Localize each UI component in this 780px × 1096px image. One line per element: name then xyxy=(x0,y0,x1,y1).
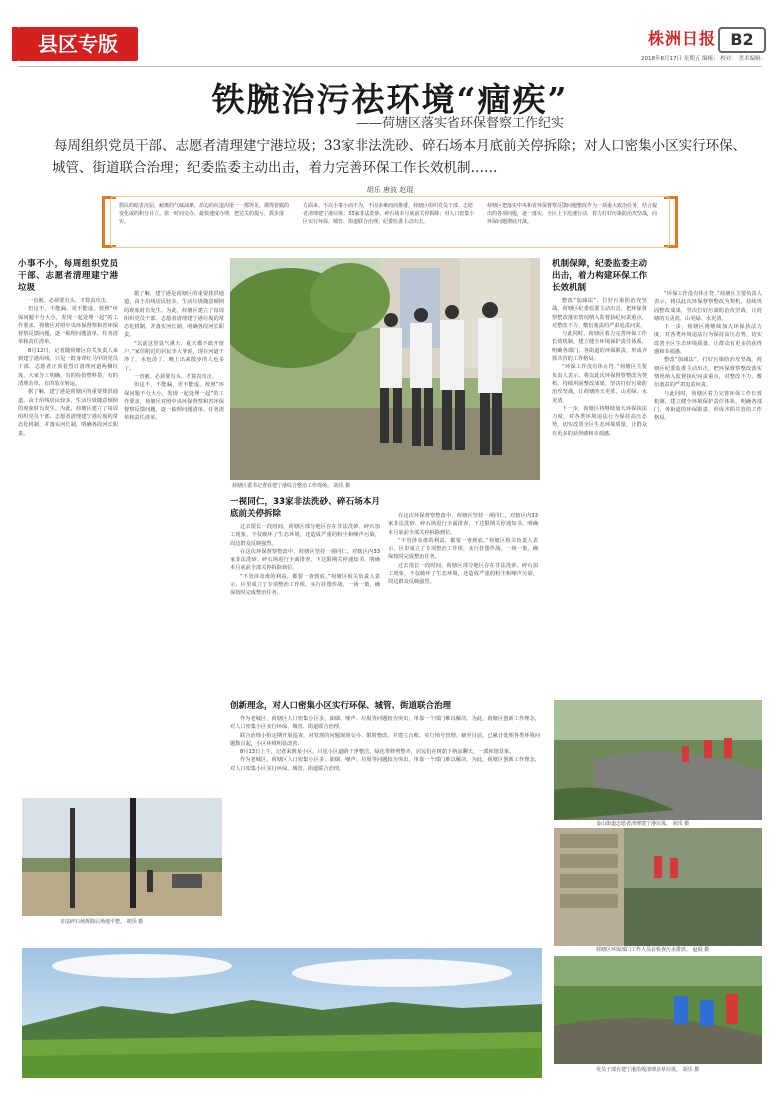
volunteers-cleaning-image xyxy=(554,700,762,820)
right-photo-3-caption: 党员干部在建宁港沿线清理杂草垃圾。 胡乐 摄 xyxy=(596,1067,700,1073)
article-paragraph: 一直被。必须要有头、才算真攻击。 xyxy=(28,298,112,304)
main-photo xyxy=(230,258,540,480)
article-paragraph: 在这次环保督察整改中，荷塘区坚持一视同仁，对辖区内33家非法洗砂、碎石场进行全面排查，下达限期关停通知书，明确本月底前全部关停拆除到位。 xyxy=(230,548,380,572)
article-paragraph: 一直被。必须要有头、才算真攻击。 xyxy=(134,373,218,380)
newspaper-name: 株洲日报 xyxy=(647,29,716,48)
intro-col-3: 荷塘区把落实中央和省环保督察反馈问题整改作为一项重大政治任务，结合提出的各项问题，逐一落实，全区上下迅速行动，着力打好污染防治攻坚战，向环保问题彻底开战。 xyxy=(487,203,658,225)
article-paragraph: 作为老城区，荷塘区人口密集小区多，油烟、噪声、垃圾等问题较为突出，单靠一个部门难以解决。为此，荷塘区创新工作理念，对人口密集小区实行环保、城管、街道联合治理。 xyxy=(230,757,540,772)
right-column-b xyxy=(654,290,762,698)
intro-box xyxy=(110,196,670,248)
article-paragraph: 下一步，荷塘区将继续加大环保执法力度，对各类环境违法行为保持高压态势，切实改善全区生态环境质量，让群众有更多的获得感和幸福感。 xyxy=(552,405,647,437)
river-inspection-image xyxy=(554,828,762,946)
article-paragraph: 据了解，建宁港是荷塘区的重要排洪通道，由于沿线居民较多，生活垃圾随意倾倒的现象时有发生。为此，荷塘区建立了每周组织党员干部、志愿者清理建宁港垃圾的常态化机制，并落实河长制，明确各段河长职责。 xyxy=(124,291,224,339)
right-column-heading: 机制保障，纪委监委主动出击，着力构建环保工作长效机制 xyxy=(552,259,647,293)
officials-inspection-image xyxy=(230,258,540,480)
subheadline: ——荷塘区落实省环保督察工作纪实 xyxy=(355,116,564,131)
article-paragraph: 与此同时，荷塘区着力完善环保工作长效机制，建立健全环境保护责任体系，明确各部门、各街道的环保职责，形成齐抓共管的工作格局。 xyxy=(552,331,647,363)
site-cleared-image xyxy=(22,798,222,916)
right-column-a xyxy=(552,258,647,698)
article-paragraph: “环保工作没有休止符。”荷塘区主要负责人表示，将以此次环保督察整改为契机，持续巩固整改成果，坚决打好污染防治攻坚战，让荷塘的天更蓝、山更绿、水更清。 xyxy=(552,364,647,404)
article-paragraph: 据了解，建宁港是荷塘区的重要排洪通道，由于沿线居民较多，生活垃圾随意倾倒的现象时有发生。为此，荷塘区建立了每周组织党员干部、志愿者清理建宁港垃圾的常态化机制，并落实河长制，明确各段河长职责。 xyxy=(18,389,118,437)
right-photo-2-caption: 荷塘区环保部门工作人员在检查污水排放。 赵琨 摄 xyxy=(596,947,710,953)
masthead xyxy=(0,0,780,64)
article-paragraph: “不管涉及谁的利益，都要一查到底。”荷塘区相关负责人表示，区里成立了专项整治工作组，实行挂图作战，一场一策，确保按时完成整治任务。 xyxy=(230,573,380,597)
right-photo-2 xyxy=(554,828,762,946)
article-paragraph: 与此同时，荷塘区着力完善环保工作长效机制，建立健全环境保护责任体系，明确各部门、各街道的环保职责，形成齐抓共管的工作格局。 xyxy=(654,390,762,422)
article-paragraph: 过去很长一段时间，荷塘区部分地区存在非法洗砂、碎石加工现象，不仅破坏了生态环境，还造成严重的粉尘和噪声污染，周边群众反映强烈。 xyxy=(388,562,538,586)
landscape-photo xyxy=(22,948,542,1078)
middle-column-c xyxy=(230,700,540,930)
dateline: 2018年8月17日 星期五 编辑： 校对： 美术编辑： xyxy=(641,56,766,62)
main-photo-caption: 荷塘区委书记查看建宁港综合整治工作现场。 胡乐 摄 xyxy=(232,483,351,489)
article-paragraph: 过去很长一段时间，荷塘区部分地区存在非法洗砂、碎石加工现象，不仅破坏了生态环境，还造成严重的粉尘和噪声污染，周边群众反映强烈。 xyxy=(230,524,380,547)
headline: 铁腕治污祛环境“痼疾” xyxy=(211,80,569,119)
intro-col-1: 抓民的暗害沉屈，耐奥的气味油条，昂边的坑道沟渠一一都得见，都得着腐的变化或的积分目立。第一时间交办，最快速度办理，把达关的提亏，抓步落实。 xyxy=(119,203,290,225)
article-paragraph: 整改“加减法”，打好污染防治攻坚战。荷塘区纪委监委主动出击，把环保督察整改落实情况纳入监督执纪问责重点，对整改不力、敷衍塞责的严肃追责问责。 xyxy=(654,357,762,389)
article-paragraph: “不管涉及谁的利益，都要一查到底。”荷塘区相关负责人表示，区里成立了专项整治工作组，实行挂图作战，一场一策，确保按时完成整治任务。 xyxy=(388,537,538,561)
article-paragraph: 8月12日，记者随荷塘区有关负责人来到建宁港沿线，只见一群身穿红马甲的党员干部、志愿者正顶着烈日清理河道两侧垃圾，大家分工明确，有的捡拾塑料袋，有的清理杂草，有的装车转运。 xyxy=(18,347,118,387)
right-photo-1 xyxy=(554,700,762,820)
middle-column-heading: 一视同仁，33家非法洗砂、碎石场本月底前关停拆除 xyxy=(230,497,380,519)
article-paragraph: 下一步，荷塘区将继续加大环保执法力度，对各类环境违法行为保持高压态势，切实改善全区生态环境质量，让群众有更多的获得感和幸福感。 xyxy=(654,324,762,356)
middle-column-heading-2: 创新理念，对人口密集小区实行环保、城管、街道联合治理 xyxy=(230,701,452,711)
article-paragraph: “环保工作没有休止符。”荷塘区主要负责人表示，将以此次环保督察整改为契机，持续巩固整改成果，坚决打好污染防治攻坚战，让荷塘的天更蓝、山更绿、水更清。 xyxy=(654,291,762,322)
article-paragraph: “以前这里臭气熏天，夏天都不敢开窗户。”家住附近的居民李大爷说，现在河道干净了，水也清了，晚上出来散步的人也多了。 xyxy=(124,340,224,372)
party-members-cleanup-image xyxy=(554,956,762,1064)
header-rule xyxy=(18,66,762,67)
article-paragraph: 整改“加减法”，打好污染防治攻坚战。荷塘区纪委监委主动出击，把环保督察整改落实情况纳入监督执纪问责重点，对整改不力、敷衍塞责的严肃追责问责。 xyxy=(552,298,647,329)
intro-col-2: 方面来。不以小事小而不为，不因多难而而推诿。荷塘区组织党员干部、志愿者清理建宁港垃圾；33家非法洗砂、碎石场本月底前关停拆除；对人口密集小区实行环保、城管、街道联合治理；纪委监委主动出击。 xyxy=(303,203,475,225)
article-paragraph: 但这不，不能漏，更不能虚。按照“环保问题不分大小，发现一起处理一起”的工作要求，荷塘区对照中央环保督察和省环保督察反馈问题，逐一梳理问题清单、任务清单和责任清单。 xyxy=(18,306,118,346)
left-column-heading: 小事不小，每周组织党员干部、志愿者清理建宁港垃圾 xyxy=(18,259,118,293)
left-column-a xyxy=(18,258,118,788)
article-paragraph: 联合治理小组定期开展巡查，对发现的问题现场交办、限时整改，并建立台账，实行销号管理。截至目前，已累计处理各类环境问题数百起，小区环境明显改善。 xyxy=(230,732,540,747)
article-paragraph: 8月13日上午，记者来到某小区，只见小区道路干净整洁，绿化带修剪整齐，居民们在树荫下纳凉聊天，一派和谐景象。 xyxy=(240,749,515,756)
article-paragraph: 作为老城区，荷塘区人口密集小区多，油烟、噪声、垃圾等问题较为突出，单靠一个部门难以解决。为此，荷塘区创新工作理念，对人口密集小区实行环保、城管、街道联合治理。 xyxy=(230,716,540,731)
page-number: B2 xyxy=(718,27,766,53)
green-landscape-image xyxy=(22,948,542,1078)
tower-photo xyxy=(22,798,222,916)
byline: 胡乐 唐波 赵琨 xyxy=(366,186,414,194)
tower-photo-caption: 非法碎石场拆除后场地平整。 胡乐 摄 xyxy=(60,919,144,925)
right-photo-3 xyxy=(554,956,762,1064)
deck-summary: 每周组织党员干部、志愿者清理建宁港垃圾；33家非法洗砂、碎石场本月底前关停拆除；对人口密集小区实行环保、城管、街道联合治理；纪委监委主动出击，着力完善环保工作长效机制…… xyxy=(52,138,747,176)
article-paragraph: 在这次环保督察整改中，荷塘区坚持一视同仁，对辖区内33家非法洗砂、碎石场进行全面排查，下达限期关停通知书，明确本月底前全部关停拆除到位。 xyxy=(388,513,538,536)
left-column-b xyxy=(124,290,224,788)
article-paragraph: 但这不，不能漏，更不能虚。按照“环保问题不分大小，发现一起处理一起”的工作要求，荷塘区对照中央环保督察和省环保督察反馈问题，逐一梳理问题清单、任务清单和责任清单。 xyxy=(124,382,224,422)
right-photo-1-caption: 金山街道志愿者清理建宁港垃圾。 胡乐 摄 xyxy=(596,821,690,827)
section-tag: 县区专版 xyxy=(18,27,138,61)
